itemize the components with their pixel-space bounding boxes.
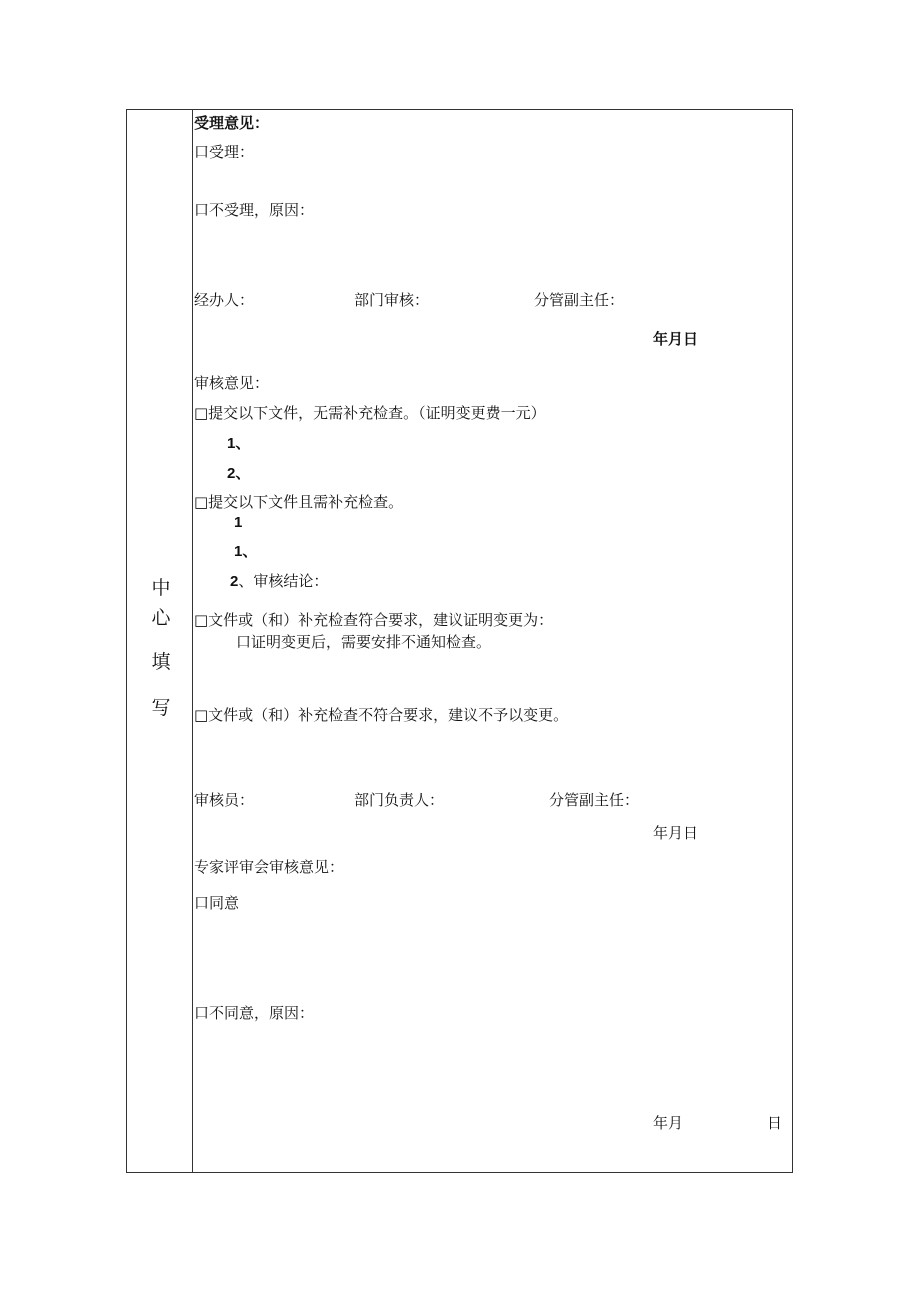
review-date: 年月日	[653, 824, 699, 842]
expert-heading: 专家评审会审核意见：	[194, 858, 345, 876]
review-conclusion-number: 2	[230, 573, 239, 590]
review-heading: 审核意见：	[194, 374, 270, 392]
review-option2-item-b: 1、	[234, 543, 258, 560]
handler-label: 经办人：	[194, 291, 255, 309]
side-label-char-2: 心	[151, 607, 171, 629]
side-label-char-3: 填	[151, 651, 171, 673]
expert-disagree-option[interactable]: 口不同意，原因：	[194, 1004, 315, 1022]
accept-option[interactable]: 口受理：	[194, 143, 255, 161]
dept-review-label: 部门审核：	[354, 291, 430, 309]
review-conclusion-label: 、审核结论：	[238, 572, 329, 590]
acceptance-date: 年月日	[653, 330, 699, 348]
side-label-char-4: 写	[151, 697, 171, 719]
dept-head-label: 部门负责人：	[354, 791, 445, 809]
conclusion-noncompliant-option[interactable]: □文件或（和）补充检查不符合要求，建议不予以变更。	[194, 706, 569, 724]
review-deputy-director-label: 分管副主任：	[549, 791, 640, 809]
expert-date-month: 年月	[653, 1114, 684, 1132]
side-label-char-1: 中	[151, 577, 171, 599]
unannounced-inspection-option[interactable]: 口证明变更后，需要安排不通知检查。	[236, 633, 492, 651]
expert-agree-option[interactable]: 口同意	[194, 894, 240, 912]
reviewer-label: 审核员：	[194, 791, 255, 809]
column-divider	[192, 109, 193, 1173]
conclusion-compliant-option[interactable]: □文件或（和）补充检查符合要求，建议证明变更为：	[194, 611, 554, 629]
review-option2-item-a: 1	[234, 514, 243, 531]
reject-option[interactable]: 口不受理，原因：	[194, 201, 315, 219]
review-option-extra-check[interactable]: □提交以下文件且需补充检查。	[194, 493, 404, 511]
acceptance-heading: 受理意见：	[194, 114, 270, 132]
expert-date-day: 日	[767, 1114, 783, 1132]
review-option-no-extra-check[interactable]: □提交以下文件，无需补充检查。（证明变更费一元）	[194, 404, 546, 422]
review-conclusion-heading	[230, 572, 328, 591]
review-option1-item-1: 1、	[227, 435, 251, 452]
review-option1-item-2: 2、	[227, 465, 251, 482]
deputy-director-label: 分管副主任：	[534, 291, 625, 309]
